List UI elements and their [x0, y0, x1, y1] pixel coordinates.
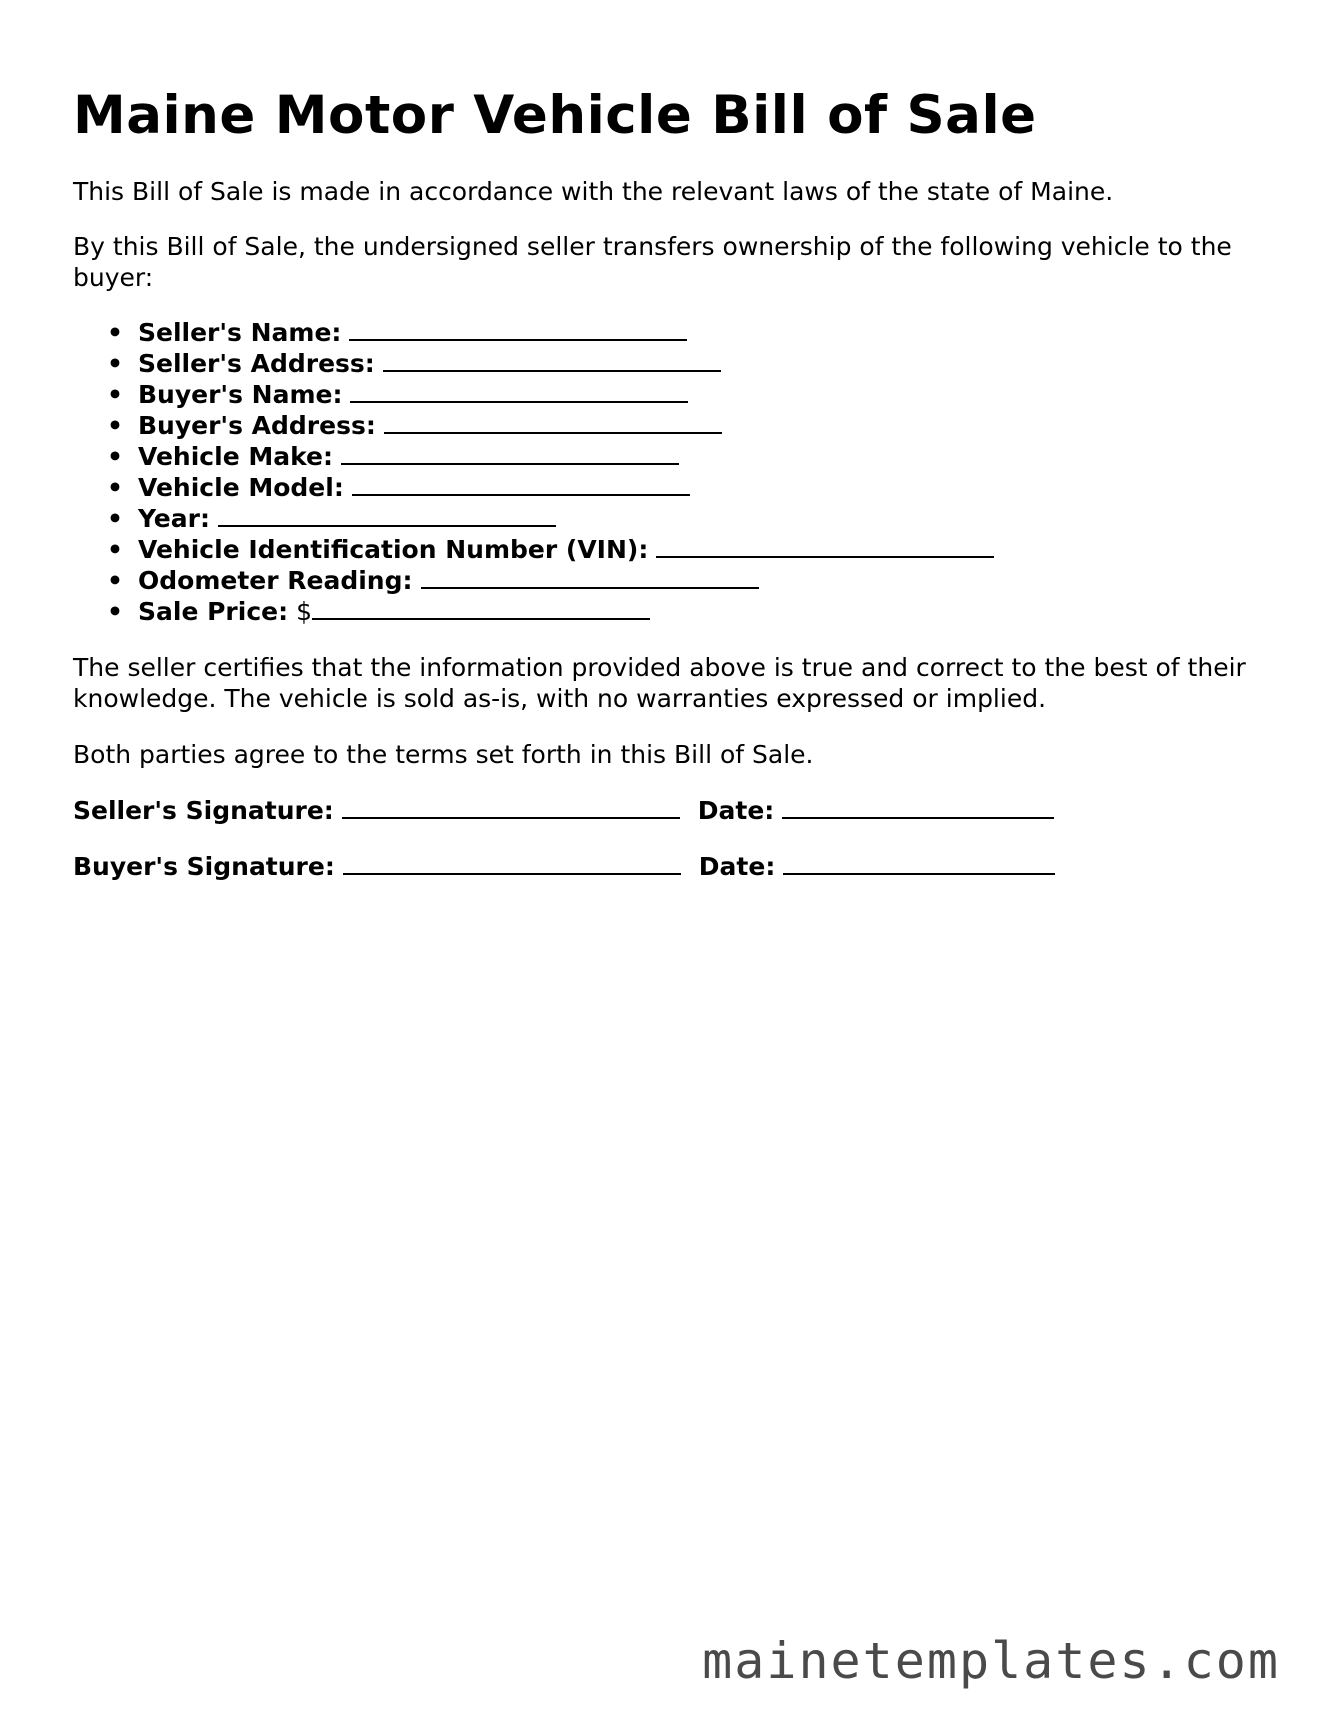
- odometer-blank[interactable]: [421, 565, 759, 589]
- buyer-date-blank[interactable]: [783, 851, 1055, 875]
- field-buyers-address: [107, 410, 1253, 441]
- field-buyers-name: [107, 379, 1253, 410]
- field-sale-price: [107, 596, 1253, 627]
- field-label: Seller's Name:: [138, 317, 342, 347]
- field-label: Seller's Address:: [138, 348, 375, 378]
- bullet-icon: •: [107, 379, 123, 409]
- field-vin: [107, 534, 1253, 565]
- buyers-name-blank[interactable]: [350, 379, 688, 403]
- field-label: Sale Price:: [138, 596, 289, 626]
- field-vehicle-make: [107, 441, 1253, 472]
- sellers-address-blank[interactable]: [383, 348, 721, 372]
- date-label: Date:: [697, 795, 775, 825]
- signature-label: Buyer's Signature:: [73, 851, 335, 881]
- bullet-icon: •: [107, 410, 123, 440]
- sellers-name-blank[interactable]: [349, 317, 687, 341]
- document-title: Maine Motor Vehicle Bill of Sale: [73, 85, 1037, 146]
- buyer-signature-blank[interactable]: [343, 851, 681, 875]
- seller-signature-blank[interactable]: [342, 795, 680, 819]
- field-year: [107, 503, 1253, 534]
- bullet-icon: •: [107, 534, 123, 564]
- field-label: Vehicle Make:: [138, 441, 334, 471]
- field-label: Buyer's Name:: [138, 379, 343, 409]
- transfer-paragraph: By this Bill of Sale, the undersigned seller transfers ownership of the following vehicle to the buyer:: [73, 231, 1232, 292]
- certification-paragraph: The seller certifies that the information provided above is true and correct to the best of their knowledge. The vehicle is sold as-is, with no warranties expressed or implied.: [73, 652, 1246, 713]
- seller-date-blank[interactable]: [782, 795, 1054, 819]
- sale-price-blank[interactable]: [312, 596, 650, 620]
- buyer-signature-row: [73, 851, 1253, 882]
- intro-paragraph: This Bill of Sale is made in accordance with the relevant laws of the state of Maine.: [73, 176, 1114, 206]
- field-vehicle-model: [107, 472, 1253, 503]
- bullet-icon: •: [107, 565, 123, 595]
- document-page: [73, 84, 1253, 882]
- bullet-icon: •: [107, 503, 123, 533]
- bullet-icon: •: [107, 596, 123, 626]
- field-label: Vehicle Model:: [138, 472, 344, 502]
- currency-prefix: $: [296, 596, 312, 626]
- field-odometer: [107, 565, 1253, 596]
- year-blank[interactable]: [218, 503, 556, 527]
- bullet-icon: •: [107, 472, 123, 502]
- vehicle-make-blank[interactable]: [341, 441, 679, 465]
- field-label: Year:: [138, 503, 210, 533]
- field-label: Vehicle Identification Number (VIN):: [138, 534, 649, 564]
- vin-blank[interactable]: [656, 534, 994, 558]
- field-sellers-name: [107, 317, 1253, 348]
- signature-label: Seller's Signature:: [73, 795, 334, 825]
- field-label: Odometer Reading:: [138, 565, 413, 595]
- date-label: Date:: [698, 851, 776, 881]
- vehicle-model-blank[interactable]: [352, 472, 690, 496]
- bullet-icon: •: [107, 348, 123, 378]
- seller-signature-row: [73, 795, 1253, 826]
- bullet-icon: •: [107, 317, 123, 347]
- watermark-text: mainetemplates.com: [702, 1632, 1280, 1690]
- field-label: Buyer's Address:: [138, 410, 376, 440]
- bullet-icon: •: [107, 441, 123, 471]
- agreement-paragraph: Both parties agree to the terms set forth in this Bill of Sale.: [73, 739, 814, 769]
- buyers-address-blank[interactable]: [384, 410, 722, 434]
- vehicle-fields-list: [73, 317, 1253, 627]
- field-sellers-address: [107, 348, 1253, 379]
